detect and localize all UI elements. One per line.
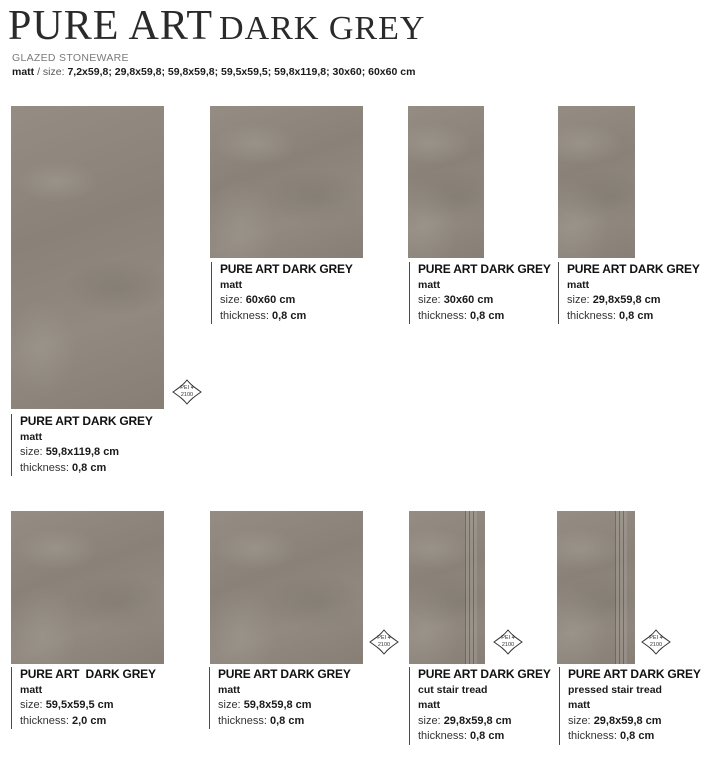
available-sizes bbox=[12, 66, 415, 78]
product-caption bbox=[209, 667, 351, 729]
tile-image-59x119 bbox=[11, 106, 164, 409]
product-caption bbox=[558, 262, 700, 324]
pei-badge-icon bbox=[493, 629, 523, 655]
pei-rating: PEI 4 bbox=[501, 635, 515, 641]
product-type: cut stair tread bbox=[418, 683, 488, 696]
product-thickness: 0,8 cm bbox=[269, 714, 305, 727]
product-finish: matt bbox=[20, 430, 43, 443]
product-name: PURE ART DARK GREY bbox=[218, 667, 351, 681]
sizes-list: 7,2x59,8; 29,8x59,8; 59,8x59,8; 59,5x59,5; 59,8x119,8; 30x60; 60x60 cm bbox=[67, 66, 416, 78]
sizes-label: / size: bbox=[37, 66, 65, 78]
thickness-label: thickness: bbox=[568, 730, 617, 742]
pei-rating: PEI 4 bbox=[649, 635, 663, 641]
product-finish: matt bbox=[418, 699, 441, 711]
product-finish: matt bbox=[418, 278, 441, 291]
tile-image-30x60 bbox=[408, 106, 484, 258]
product-type: pressed stair tread bbox=[568, 683, 662, 696]
product-size: 29,8x59,8 cm bbox=[443, 714, 512, 727]
thickness-label: thickness: bbox=[418, 730, 467, 742]
product-size: 59,8x119,8 cm bbox=[45, 446, 120, 458]
size-label: size: bbox=[418, 714, 441, 727]
product-finish: matt bbox=[220, 278, 243, 291]
product-name: PURE ART DARK GREY bbox=[567, 262, 700, 276]
title-color: DARK GREY bbox=[219, 10, 426, 47]
tread-grooves bbox=[615, 511, 627, 664]
pei-rating: PEI 4 bbox=[377, 635, 391, 641]
product-caption bbox=[409, 667, 551, 745]
thickness-label: thickness: bbox=[418, 309, 467, 322]
pei-badge-icon bbox=[641, 629, 671, 655]
product-caption bbox=[11, 414, 153, 476]
pei-value: 2100 bbox=[501, 642, 515, 648]
product-thickness: 2,0 cm bbox=[71, 714, 107, 727]
product-name: PURE ART DARK GREY bbox=[418, 667, 551, 681]
pei-badge-icon bbox=[369, 629, 399, 655]
product-finish: matt bbox=[218, 683, 241, 696]
tile-image-59x59-thick bbox=[11, 511, 164, 664]
tile-image-pressed-stair-tread bbox=[557, 511, 635, 664]
tile-image-cut-stair-tread bbox=[409, 511, 485, 664]
product-size: 59,5x59,5 cm bbox=[45, 699, 114, 711]
product-size: 59,8x59,8 cm bbox=[243, 699, 312, 711]
thickness-label: thickness: bbox=[218, 714, 267, 727]
product-finish: matt bbox=[20, 683, 43, 696]
product-name: PURE ART DARK GREY bbox=[20, 667, 156, 681]
size-label: size: bbox=[20, 699, 43, 711]
thickness-label: thickness: bbox=[567, 309, 616, 322]
product-thickness: 0,8 cm bbox=[618, 309, 654, 322]
thickness-label: thickness: bbox=[20, 714, 69, 727]
size-label: size: bbox=[20, 446, 43, 458]
product-thickness: 0,8 cm bbox=[71, 461, 107, 474]
pei-rating: PEI 4 bbox=[180, 385, 194, 391]
title-main: PURE ART bbox=[8, 3, 214, 49]
tile-image-59x59 bbox=[210, 511, 363, 664]
product-name: PURE ART DARK GREY bbox=[220, 262, 353, 276]
product-caption bbox=[11, 667, 156, 729]
tile-image-29x59 bbox=[558, 106, 635, 258]
product-finish: matt bbox=[568, 699, 591, 711]
product-name: PURE ART DARK GREY bbox=[20, 414, 153, 428]
product-caption bbox=[559, 667, 701, 745]
product-thickness: 0,8 cm bbox=[271, 309, 307, 322]
tread-grooves bbox=[465, 511, 477, 664]
product-name: PURE ART DARK GREY bbox=[568, 667, 701, 681]
product-caption bbox=[409, 262, 551, 324]
pei-value: 2100 bbox=[377, 642, 391, 648]
product-thickness: 0,8 cm bbox=[469, 309, 505, 322]
product-size: 60x60 cm bbox=[245, 294, 296, 306]
product-thickness: 0,8 cm bbox=[469, 730, 505, 742]
product-name: PURE ART DARK GREY bbox=[418, 262, 551, 276]
product-finish: matt bbox=[567, 278, 590, 291]
thickness-label: thickness: bbox=[220, 309, 269, 322]
product-size: 29,8x59,8 cm bbox=[593, 714, 662, 727]
product-caption bbox=[211, 262, 353, 324]
tile-image-60x60 bbox=[210, 106, 363, 258]
thickness-label: thickness: bbox=[20, 461, 69, 474]
pei-value: 2100 bbox=[180, 392, 194, 398]
size-label: size: bbox=[418, 294, 441, 306]
size-label: size: bbox=[568, 714, 591, 727]
product-size: 29,8x59,8 cm bbox=[592, 294, 661, 306]
size-label: size: bbox=[567, 294, 590, 306]
product-size: 30x60 cm bbox=[443, 294, 494, 306]
category-label: GLAZED STONEWARE bbox=[12, 52, 129, 64]
pei-badge-icon bbox=[172, 379, 202, 405]
page-title bbox=[8, 2, 425, 50]
size-label: size: bbox=[218, 699, 241, 711]
product-thickness: 0,8 cm bbox=[619, 730, 655, 742]
pei-value: 2100 bbox=[649, 642, 663, 648]
finish-label: matt bbox=[12, 66, 35, 78]
size-label: size: bbox=[220, 294, 243, 306]
